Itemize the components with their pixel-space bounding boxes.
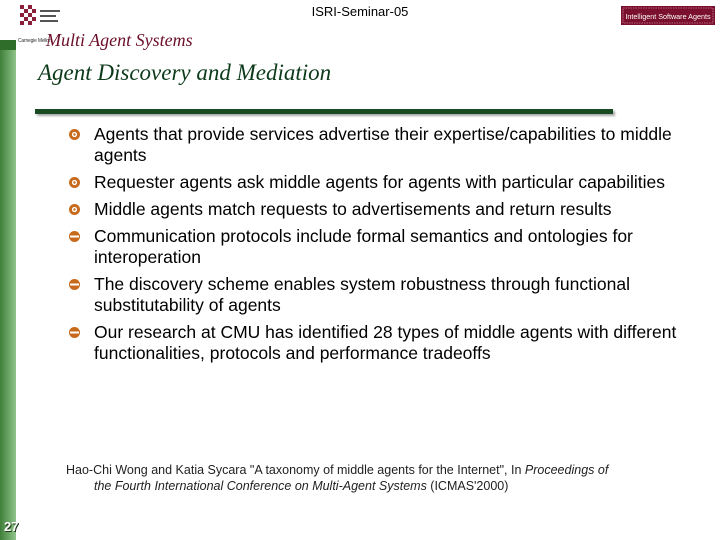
gear-bullet-icon — [68, 128, 81, 141]
bullet-item — [60, 172, 700, 193]
logo-caption: Carnegie Mellon — [18, 38, 52, 44]
citation-authors: Hao-Chi Wong and Katia Sycara "A taxonomy of middle agents for the Internet", In — [66, 463, 525, 477]
citation — [66, 462, 696, 494]
citation-venue-line1: Proceedings of — [524, 463, 609, 477]
bar-bullet-icon — [68, 278, 81, 291]
citation-venue-line2: the Fourth International Conference on Multi-Agent Systems — [94, 479, 427, 493]
series-title: Multi Agent Systems — [46, 30, 193, 50]
left-sidebar-bar — [0, 50, 19, 540]
slide-number: 27 — [4, 519, 19, 534]
gear-bullet-icon — [68, 176, 81, 189]
gear-bullet-icon — [68, 203, 81, 216]
bar-bullet-icon — [68, 230, 81, 243]
bullet-item — [60, 322, 700, 364]
bullet-item — [60, 199, 700, 220]
intelligent-software-agents-logo-icon — [621, 6, 715, 25]
right-logo-text: Intelligent Software Agents — [625, 12, 711, 21]
bullet-text: The discovery scheme enables system robustness through functional substitutability of agents — [94, 274, 630, 315]
title-underline — [35, 109, 613, 114]
bullet-text: Our research at CMU has identified 28 types of middle agents with different functionalities, protocols and performance tradeoffs — [94, 322, 677, 363]
bullet-text: Middle agents match requests to advertisements and return results — [94, 199, 612, 219]
bullet-text: Agents that provide services advertise their expertise/capabilities to middle agents — [94, 124, 672, 165]
bullet-item — [60, 124, 700, 166]
bullet-text: Communication protocols include formal semantics and ontologies for interoperation — [94, 226, 633, 267]
citation-second-line — [66, 478, 696, 494]
slide-title: Agent Discovery and Mediation — [38, 60, 332, 85]
bullet-item — [60, 226, 700, 268]
bar-bullet-icon — [68, 326, 81, 339]
bullet-list — [60, 124, 700, 370]
bullet-text: Requester agents ask middle agents for agents with particular capabilities — [94, 172, 666, 192]
seminar-header: ISRI-Seminar-05 — [311, 4, 409, 19]
citation-venue-suffix: (ICMAS'2000) — [426, 479, 509, 493]
bullet-item — [60, 274, 700, 316]
